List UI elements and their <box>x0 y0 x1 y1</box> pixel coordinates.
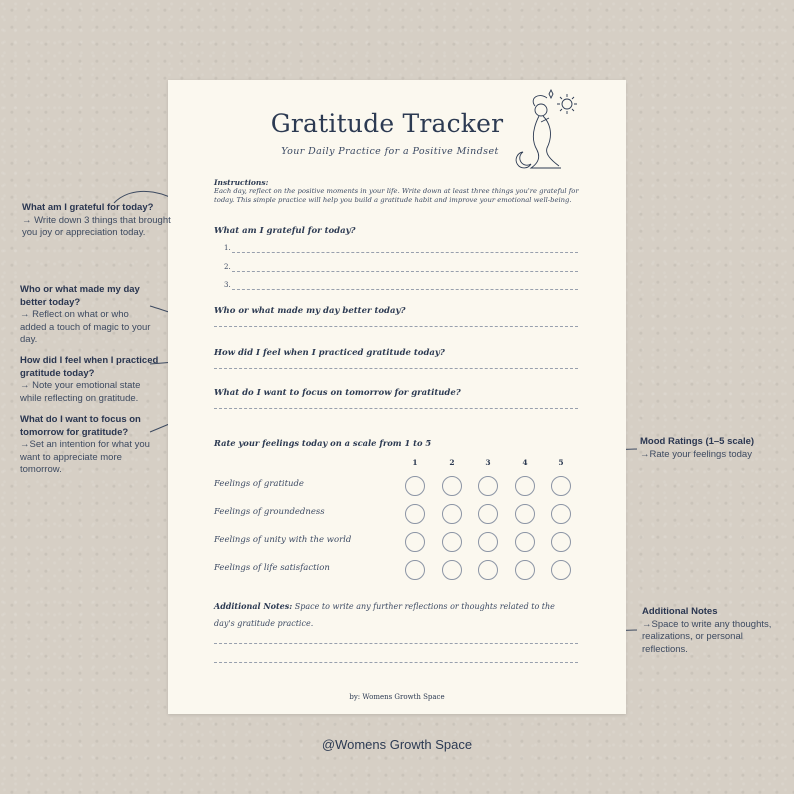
rating-circle[interactable] <box>405 560 425 580</box>
rating-circle[interactable] <box>551 560 571 580</box>
rating-circle[interactable] <box>515 504 535 524</box>
annotation-body: → Reflect on what or who added a touch of magic to your day. <box>20 309 151 345</box>
annotation-body: →Set an intention for what you want to appreciate more tomorrow. <box>20 439 150 475</box>
footer-handle: @Womens Growth Space <box>321 737 473 752</box>
rating-row-label: Feelings of groundedness <box>214 507 325 517</box>
rating-circle[interactable] <box>405 476 425 496</box>
scale-label-1: 1 <box>412 458 418 467</box>
rating-circle[interactable] <box>405 504 425 524</box>
worksheet-page <box>168 80 626 714</box>
scale-label-4: 4 <box>522 458 528 467</box>
notes-line-2[interactable] <box>214 662 578 663</box>
rating-circle[interactable] <box>515 560 535 580</box>
rating-circle[interactable] <box>478 504 498 524</box>
notes-label: Additional Notes: <box>214 601 293 611</box>
page-title: Gratitude Tracker <box>270 109 504 138</box>
annotation-body: → Note your emotional state while reflecting on gratitude. <box>20 380 141 404</box>
rating-row-label: Feelings of unity with the world <box>214 535 352 545</box>
annotation-heading: Mood Ratings (1–5 scale) <box>640 436 755 447</box>
answer-number-1: 1. <box>224 244 231 252</box>
instructions-label: Instructions: <box>214 178 269 187</box>
scale-label-2: 2 <box>449 458 455 467</box>
annotation-grateful <box>22 202 172 240</box>
annotation-additional-notes <box>642 606 772 656</box>
annotation-body: →Space to write any thoughts, realizations, or personal reflections. <box>642 618 772 655</box>
rating-circle[interactable] <box>478 476 498 496</box>
answer-number-2: 2. <box>224 263 231 271</box>
notes-text: Space to write any further reflections or thoughts related to the day's gratitude practice. <box>214 602 555 628</box>
rating-heading: Rate your feelings today on a scale from 1 to 5 <box>214 438 432 448</box>
rating-row-label: Feelings of life satisfaction <box>214 563 330 573</box>
annotation-heading: What am I grateful for today? <box>22 202 154 213</box>
rating-circle[interactable] <box>551 532 571 552</box>
annotation-made-day-better <box>20 284 155 347</box>
rating-circle[interactable] <box>442 560 462 580</box>
annotation-feeling <box>20 355 160 405</box>
annotation-body: → Write down 3 things that brought you joy or appreciation today. <box>22 214 171 238</box>
rating-circle[interactable] <box>515 476 535 496</box>
notes-line-1[interactable] <box>214 643 578 644</box>
rating-circle[interactable] <box>551 504 571 524</box>
answer-line-2[interactable] <box>232 271 578 272</box>
page-subtitle: Your Daily Practice for a Positive Mindset <box>281 146 499 157</box>
rating-circle[interactable] <box>478 560 498 580</box>
rating-circle[interactable] <box>515 532 535 552</box>
annotation-mood-ratings <box>640 436 780 461</box>
scale-label-3: 3 <box>485 458 491 467</box>
answer-line-3[interactable] <box>232 289 578 290</box>
answer-line-4[interactable] <box>214 326 578 327</box>
rating-circle[interactable] <box>405 532 425 552</box>
answer-number-3: 3. <box>224 281 231 289</box>
rating-row-label: Feelings of gratitude <box>214 479 304 489</box>
annotation-heading: Additional Notes <box>642 606 718 617</box>
additional-notes <box>214 598 576 632</box>
rating-circle[interactable] <box>442 504 462 524</box>
annotation-heading: Who or what made my day better today? <box>20 284 140 308</box>
question-grateful: What am I grateful for today? <box>214 226 356 236</box>
question-made-day-better: Who or what made my day better today? <box>214 306 406 316</box>
annotation-body: →Rate your feelings today <box>640 448 752 460</box>
rating-circle[interactable] <box>442 532 462 552</box>
instructions-text: Each day, reflect on the positive moments in your life. Write down at least three things you're grateful for today. This simple practice will help you build a gratitude habit and improve your emotional well-being. <box>214 187 579 205</box>
rating-circle[interactable] <box>551 476 571 496</box>
byline: by: Womens Growth Space <box>349 693 445 701</box>
annotation-focus-tomorrow <box>20 414 160 477</box>
rating-circle[interactable] <box>442 476 462 496</box>
answer-line-6[interactable] <box>214 408 578 409</box>
answer-line-5[interactable] <box>214 368 578 369</box>
answer-line-1[interactable] <box>232 252 578 253</box>
scale-label-5: 5 <box>558 458 564 467</box>
woman-moon-sun-illustration <box>511 88 581 174</box>
question-focus-tomorrow: What do I want to focus on tomorrow for gratitude? <box>214 388 461 398</box>
question-feeling: How did I feel when I practiced gratitude today? <box>214 348 445 358</box>
annotation-heading: What do I want to focus on tomorrow for gratitude? <box>20 414 141 438</box>
rating-circle[interactable] <box>478 532 498 552</box>
annotation-heading: How did I feel when I practiced gratitude today? <box>20 355 159 379</box>
